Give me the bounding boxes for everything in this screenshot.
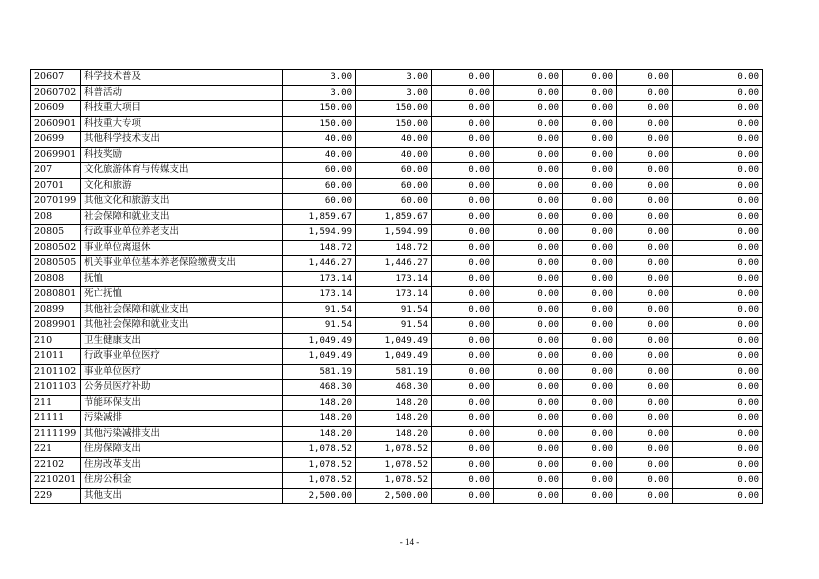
table-row [31,380,763,396]
amount-cell: 0.00 [617,132,673,148]
amount-cell: 0.00 [432,442,494,458]
amount-cell: 0.00 [673,488,763,504]
amount-cell: 0.00 [673,70,763,86]
amount-cell: 0.00 [494,147,563,163]
subject-code-cell: 20899 [31,302,81,318]
amount-cell: 0.00 [432,473,494,489]
subject-code-cell: 2060901 [31,116,81,132]
subject-code-cell: 20805 [31,225,81,241]
amount-cell: 1,078.52 [356,442,432,458]
amount-cell: 468.30 [356,380,432,396]
amount-cell: 1,078.52 [356,473,432,489]
amount-cell: 0.00 [494,163,563,179]
amount-cell: 0.00 [563,442,617,458]
amount-cell: 0.00 [563,426,617,442]
amount-cell: 0.00 [617,209,673,225]
amount-cell: 0.00 [673,271,763,287]
amount-cell: 40.00 [356,132,432,148]
amount-cell: 40.00 [356,147,432,163]
amount-cell: 91.54 [283,318,356,334]
amount-cell: 1,078.52 [356,457,432,473]
table-row [31,225,763,241]
amount-cell: 0.00 [432,411,494,427]
amount-cell: 0.00 [494,178,563,194]
subject-name-cell: 行政事业单位医疗 [81,349,283,365]
amount-cell: 1,859.67 [356,209,432,225]
subject-code-cell: 2101103 [31,380,81,396]
amount-cell: 0.00 [494,473,563,489]
amount-cell: 3.00 [356,85,432,101]
amount-cell: 0.00 [617,457,673,473]
amount-cell: 0.00 [563,395,617,411]
amount-cell: 0.00 [494,116,563,132]
table-row [31,333,763,349]
amount-cell: 0.00 [673,85,763,101]
subject-code-cell: 2111199 [31,426,81,442]
amount-cell: 0.00 [563,271,617,287]
amount-cell: 173.14 [283,271,356,287]
amount-cell: 0.00 [673,426,763,442]
subject-code-cell: 2101102 [31,364,81,380]
table-row [31,411,763,427]
amount-cell: 0.00 [494,318,563,334]
amount-cell: 0.00 [617,442,673,458]
amount-cell: 0.00 [673,411,763,427]
subject-code-cell: 210 [31,333,81,349]
amount-cell: 60.00 [356,178,432,194]
table-row [31,271,763,287]
amount-cell: 0.00 [617,101,673,117]
subject-code-cell: 20699 [31,132,81,148]
amount-cell: 148.20 [356,411,432,427]
amount-cell: 40.00 [283,132,356,148]
amount-cell: 0.00 [673,132,763,148]
amount-cell: 0.00 [494,488,563,504]
amount-cell: 0.00 [432,256,494,272]
amount-cell: 0.00 [432,209,494,225]
amount-cell: 0.00 [617,163,673,179]
amount-cell: 0.00 [673,349,763,365]
amount-cell: 581.19 [283,364,356,380]
amount-cell: 581.19 [356,364,432,380]
amount-cell: 2,500.00 [356,488,432,504]
amount-cell: 1,049.49 [283,349,356,365]
amount-cell: 60.00 [356,163,432,179]
page-number: - 14 - [399,537,420,547]
amount-cell: 0.00 [494,411,563,427]
amount-cell: 0.00 [432,132,494,148]
amount-cell: 0.00 [563,240,617,256]
subject-name-cell: 事业单位医疗 [81,364,283,380]
subject-name-cell: 科技奖励 [81,147,283,163]
amount-cell: 0.00 [563,147,617,163]
amount-cell: 0.00 [432,302,494,318]
subject-code-cell: 2080801 [31,287,81,303]
subject-code-cell: 211 [31,395,81,411]
amount-cell: 0.00 [494,85,563,101]
amount-cell: 0.00 [563,178,617,194]
subject-name-cell: 文化和旅游 [81,178,283,194]
amount-cell: 0.00 [617,333,673,349]
amount-cell: 150.00 [283,101,356,117]
table-row [31,147,763,163]
amount-cell: 0.00 [432,287,494,303]
subject-code-cell: 20607 [31,70,81,86]
table-row [31,256,763,272]
amount-cell: 0.00 [494,426,563,442]
amount-cell: 0.00 [432,85,494,101]
subject-name-cell: 污染减排 [81,411,283,427]
subject-name-cell: 其他文化和旅游支出 [81,194,283,210]
amount-cell: 0.00 [673,163,763,179]
subject-code-cell: 21011 [31,349,81,365]
amount-cell: 0.00 [432,349,494,365]
amount-cell: 148.20 [356,395,432,411]
amount-cell: 0.00 [617,256,673,272]
amount-cell: 0.00 [432,101,494,117]
amount-cell: 0.00 [494,333,563,349]
table-row [31,132,763,148]
amount-cell: 148.20 [283,395,356,411]
amount-cell: 0.00 [673,318,763,334]
table-row [31,85,763,101]
subject-name-cell: 科普活动 [81,85,283,101]
amount-cell: 0.00 [617,271,673,287]
amount-cell: 0.00 [432,364,494,380]
amount-cell: 0.00 [617,240,673,256]
amount-cell: 0.00 [563,473,617,489]
amount-cell: 0.00 [617,194,673,210]
subject-name-cell: 科技重大项目 [81,101,283,117]
amount-cell: 3.00 [283,70,356,86]
subject-name-cell: 抚恤 [81,271,283,287]
amount-cell: 173.14 [283,287,356,303]
subject-name-cell: 科技重大专项 [81,116,283,132]
amount-cell: 0.00 [494,271,563,287]
amount-cell: 0.00 [494,442,563,458]
subject-code-cell: 20701 [31,178,81,194]
amount-cell: 0.00 [494,302,563,318]
amount-cell: 2,500.00 [283,488,356,504]
amount-cell: 0.00 [432,333,494,349]
amount-cell: 0.00 [673,457,763,473]
amount-cell: 0.00 [617,318,673,334]
amount-cell: 0.00 [563,333,617,349]
amount-cell: 0.00 [617,287,673,303]
amount-cell: 148.72 [356,240,432,256]
amount-cell: 0.00 [432,116,494,132]
amount-cell: 173.14 [356,271,432,287]
table-row [31,395,763,411]
amount-cell: 0.00 [673,116,763,132]
amount-cell: 0.00 [563,488,617,504]
amount-cell: 0.00 [432,318,494,334]
amount-cell: 0.00 [673,364,763,380]
table-row [31,70,763,86]
subject-name-cell: 死亡抚恤 [81,287,283,303]
subject-code-cell: 20609 [31,101,81,117]
amount-cell: 0.00 [432,163,494,179]
amount-cell: 91.54 [356,302,432,318]
amount-cell: 0.00 [617,426,673,442]
table-body [31,70,763,504]
table-row [31,209,763,225]
table-row [31,302,763,318]
amount-cell: 0.00 [494,395,563,411]
subject-code-cell: 2060702 [31,85,81,101]
table-row [31,442,763,458]
table-row [31,473,763,489]
amount-cell: 0.00 [494,132,563,148]
amount-cell: 1,859.67 [283,209,356,225]
amount-cell: 0.00 [494,287,563,303]
budget-table [30,69,763,504]
subject-name-cell: 公务员医疗补助 [81,380,283,396]
table-row [31,287,763,303]
amount-cell: 0.00 [617,488,673,504]
subject-name-cell: 其他污染减排支出 [81,426,283,442]
table-row [31,349,763,365]
table-row [31,178,763,194]
amount-cell: 40.00 [283,147,356,163]
subject-code-cell: 207 [31,163,81,179]
amount-cell: 0.00 [563,256,617,272]
subject-name-cell: 节能环保支出 [81,395,283,411]
amount-cell: 0.00 [673,256,763,272]
amount-cell: 0.00 [432,178,494,194]
amount-cell: 0.00 [432,488,494,504]
subject-name-cell: 社会保障和就业支出 [81,209,283,225]
amount-cell: 0.00 [494,349,563,365]
amount-cell: 0.00 [563,85,617,101]
amount-cell: 1,446.27 [283,256,356,272]
subject-code-cell: 208 [31,209,81,225]
amount-cell: 0.00 [563,225,617,241]
amount-cell: 0.00 [617,178,673,194]
amount-cell: 0.00 [494,380,563,396]
table-row [31,163,763,179]
subject-name-cell: 其他社会保障和就业支出 [81,318,283,334]
amount-cell: 0.00 [432,194,494,210]
amount-cell: 0.00 [673,473,763,489]
subject-name-cell: 其他社会保障和就业支出 [81,302,283,318]
amount-cell: 0.00 [432,225,494,241]
amount-cell: 0.00 [673,395,763,411]
amount-cell: 1,594.99 [283,225,356,241]
amount-cell: 0.00 [494,364,563,380]
amount-cell: 0.00 [617,302,673,318]
subject-name-cell: 其他科学技术支出 [81,132,283,148]
table-row [31,240,763,256]
subject-code-cell: 2080505 [31,256,81,272]
subject-code-cell: 21111 [31,411,81,427]
amount-cell: 0.00 [432,70,494,86]
amount-cell: 91.54 [283,302,356,318]
amount-cell: 0.00 [432,395,494,411]
amount-cell: 0.00 [494,209,563,225]
table-row [31,364,763,380]
subject-name-cell: 住房改革支出 [81,457,283,473]
amount-cell: 1,446.27 [356,256,432,272]
amount-cell: 0.00 [494,256,563,272]
subject-code-cell: 2089901 [31,318,81,334]
amount-cell: 1,078.52 [283,442,356,458]
amount-cell: 1,049.49 [356,333,432,349]
amount-cell: 0.00 [563,349,617,365]
subject-code-cell: 2210201 [31,473,81,489]
amount-cell: 0.00 [617,147,673,163]
amount-cell: 0.00 [432,426,494,442]
amount-cell: 60.00 [283,163,356,179]
amount-cell: 0.00 [563,116,617,132]
amount-cell: 1,049.49 [283,333,356,349]
amount-cell: 0.00 [563,194,617,210]
amount-cell: 0.00 [563,132,617,148]
table-row [31,488,763,504]
amount-cell: 0.00 [617,380,673,396]
amount-cell: 468.30 [283,380,356,396]
amount-cell: 0.00 [617,411,673,427]
subject-code-cell: 229 [31,488,81,504]
amount-cell: 1,078.52 [283,457,356,473]
table-row [31,116,763,132]
amount-cell: 60.00 [283,178,356,194]
amount-cell: 0.00 [617,364,673,380]
amount-cell: 148.72 [283,240,356,256]
subject-name-cell: 行政事业单位养老支出 [81,225,283,241]
amount-cell: 0.00 [563,302,617,318]
amount-cell: 0.00 [617,473,673,489]
amount-cell: 0.00 [432,380,494,396]
amount-cell: 0.00 [432,271,494,287]
amount-cell: 150.00 [283,116,356,132]
amount-cell: 0.00 [617,85,673,101]
amount-cell: 0.00 [494,194,563,210]
amount-cell: 0.00 [563,70,617,86]
amount-cell: 0.00 [673,147,763,163]
amount-cell: 0.00 [563,380,617,396]
amount-cell: 0.00 [617,225,673,241]
amount-cell: 0.00 [617,395,673,411]
subject-name-cell: 其他支出 [81,488,283,504]
amount-cell: 0.00 [617,349,673,365]
amount-cell: 3.00 [356,70,432,86]
table-row [31,318,763,334]
subject-code-cell: 221 [31,442,81,458]
amount-cell: 0.00 [673,209,763,225]
amount-cell: 0.00 [432,240,494,256]
amount-cell: 1,078.52 [283,473,356,489]
subject-name-cell: 住房公积金 [81,473,283,489]
subject-name-cell: 文化旅游体育与传媒支出 [81,163,283,179]
amount-cell: 0.00 [563,318,617,334]
amount-cell: 1,049.49 [356,349,432,365]
subject-code-cell: 2069901 [31,147,81,163]
table-row [31,426,763,442]
amount-cell: 0.00 [673,194,763,210]
amount-cell: 0.00 [673,178,763,194]
amount-cell: 173.14 [356,287,432,303]
table-row [31,457,763,473]
amount-cell: 0.00 [673,302,763,318]
amount-cell: 60.00 [356,194,432,210]
amount-cell: 148.20 [283,411,356,427]
subject-name-cell: 卫生健康支出 [81,333,283,349]
amount-cell: 0.00 [617,116,673,132]
amount-cell: 0.00 [432,147,494,163]
amount-cell: 0.00 [617,70,673,86]
amount-cell: 0.00 [673,225,763,241]
amount-cell: 0.00 [563,209,617,225]
amount-cell: 0.00 [673,287,763,303]
subject-code-cell: 20808 [31,271,81,287]
amount-cell: 0.00 [563,101,617,117]
amount-cell: 0.00 [494,70,563,86]
subject-code-cell: 22102 [31,457,81,473]
amount-cell: 0.00 [563,457,617,473]
amount-cell: 0.00 [673,240,763,256]
subject-name-cell: 科学技术普及 [81,70,283,86]
subject-name-cell: 住房保障支出 [81,442,283,458]
amount-cell: 150.00 [356,116,432,132]
amount-cell: 0.00 [563,411,617,427]
amount-cell: 148.20 [356,426,432,442]
amount-cell: 0.00 [494,225,563,241]
amount-cell: 91.54 [356,318,432,334]
table-row [31,101,763,117]
amount-cell: 1,594.99 [356,225,432,241]
subject-code-cell: 2080502 [31,240,81,256]
amount-cell: 0.00 [494,240,563,256]
amount-cell: 148.20 [283,426,356,442]
amount-cell: 0.00 [673,333,763,349]
amount-cell: 0.00 [494,101,563,117]
amount-cell: 0.00 [673,101,763,117]
amount-cell: 60.00 [283,194,356,210]
amount-cell: 0.00 [673,380,763,396]
amount-cell: 0.00 [673,442,763,458]
subject-name-cell: 事业单位离退休 [81,240,283,256]
table-row [31,194,763,210]
amount-cell: 0.00 [432,457,494,473]
amount-cell: 0.00 [563,163,617,179]
amount-cell: 0.00 [563,287,617,303]
amount-cell: 150.00 [356,101,432,117]
amount-cell: 0.00 [494,457,563,473]
amount-cell: 3.00 [283,85,356,101]
amount-cell: 0.00 [563,364,617,380]
subject-code-cell: 2070199 [31,194,81,210]
subject-name-cell: 机关事业单位基本养老保险缴费支出 [81,256,283,272]
